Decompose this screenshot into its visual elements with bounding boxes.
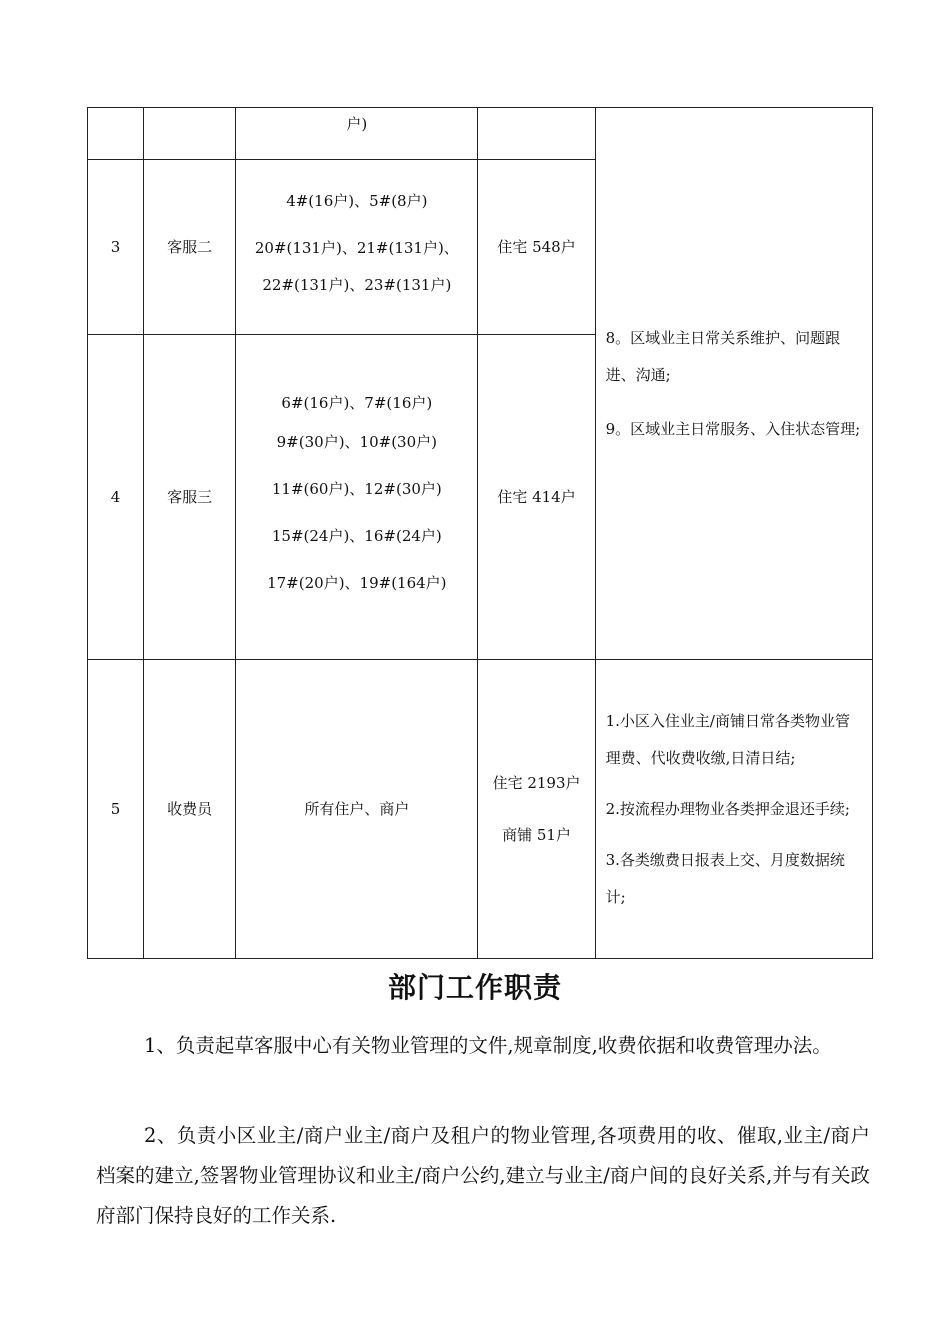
- table-row: [88, 108, 873, 160]
- building-line: 11#(60户)、12#(30户): [271, 479, 442, 498]
- duties-cell: [595, 660, 872, 959]
- duty-line: 1.小区入住业主/商铺日常各类物业管理费、代收费收缴,日清日结;: [605, 711, 850, 767]
- buildings-cell: [236, 660, 478, 959]
- row-number: 4: [88, 335, 144, 660]
- count-line: 住宅 2193户: [492, 774, 581, 792]
- duties-cell: [595, 108, 872, 660]
- paragraph: 2、负责小区业主/商户业主/商户及租户的物业管理,各项费用的收、催取,业主/商户档案的建立,签署物业管理协议和业主/商户公约,建立与业主/商户间的良好关系,并与有关政府部门保持良好的工作关系.: [96, 1124, 870, 1227]
- role-cell: 收费员: [144, 660, 236, 959]
- staff-assignment-table: [87, 107, 873, 959]
- duty-line: 9。区域业主日常服务、入住状态管理;: [605, 419, 861, 438]
- count-line: 住宅 414户: [497, 488, 576, 506]
- buildings-cell: [236, 108, 478, 160]
- building-line: 4#(16户)、5#(8户): [286, 191, 428, 210]
- building-line: 所有住户、商户: [304, 799, 410, 818]
- row-number: 5: [88, 660, 144, 959]
- paragraph: 1、负责起草客服中心有关物业管理的文件,规章制度,收费依据和收费管理办法。: [144, 1034, 832, 1057]
- count-cell: [478, 108, 595, 160]
- role-cell: 客服三: [144, 335, 236, 660]
- buildings-cell: [236, 160, 478, 335]
- count-cell: [478, 660, 595, 959]
- count-line: 商铺 51户: [502, 826, 571, 844]
- count-cell: [478, 160, 595, 335]
- building-line: 20#(131户)、21#(131户)、22#(131户)、23#(131户): [254, 238, 459, 294]
- duty-line: 2.按流程办理物业各类押金退还手续;: [605, 799, 850, 818]
- building-line: 6#(16户)、7#(16户): [281, 393, 433, 412]
- buildings-cell: [236, 335, 478, 660]
- section-title: 部门工作职责: [387, 971, 562, 1004]
- building-line: 户): [346, 115, 368, 133]
- building-line: 9#(30户)、10#(30户): [276, 432, 437, 451]
- count-line: 住宅 548户: [497, 238, 576, 256]
- role-cell: 客服二: [144, 160, 236, 335]
- duty-line: 3.各类缴费日报表上交、月度数据统计;: [605, 850, 845, 906]
- role-cell: [144, 108, 236, 160]
- duty-line: 8。区域业主日常关系维护、问题跟进、沟通;: [605, 328, 841, 384]
- table-row: [88, 660, 873, 959]
- building-line: 17#(20户)、19#(164户): [267, 573, 447, 592]
- count-cell: [478, 335, 595, 660]
- row-number: [88, 108, 144, 160]
- row-number: 3: [88, 160, 144, 335]
- building-line: 15#(24户)、16#(24户): [271, 526, 442, 545]
